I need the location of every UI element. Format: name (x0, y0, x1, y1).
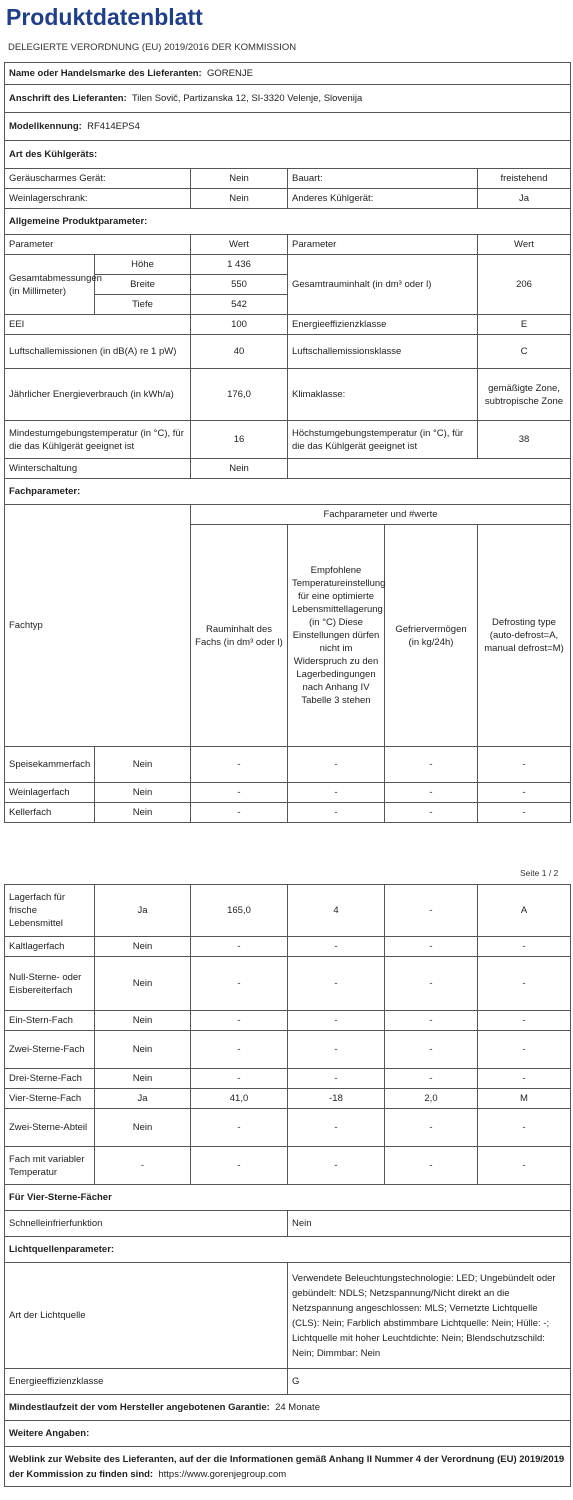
compartment-type-header: Fachtyp (5, 505, 191, 747)
compartment-params-header: Fachparameter und #werte (191, 505, 571, 525)
compartment-row (5, 1109, 571, 1147)
compartment-present: Nein (95, 1011, 191, 1031)
compartment-row (5, 1069, 571, 1089)
warranty-row (5, 1395, 571, 1421)
compartment-name: Lagerfach für frische Lebensmittel (5, 885, 95, 937)
light-class-value: G (288, 1369, 571, 1395)
light-class-row (5, 1369, 571, 1395)
appliance-label: Weinlagerschrank: (5, 189, 191, 209)
column-header-parameter: Parameter (288, 235, 478, 255)
warranty-label: Mindestlaufzeit der vom Hersteller angebotenen Garantie: (9, 1402, 270, 1413)
appliance-value: Ja (478, 189, 571, 209)
appliance-label: Bauart: (288, 169, 478, 189)
compartment-present: - (95, 1147, 191, 1185)
param-value: gemäßigte Zone, subtropische Zone (478, 369, 571, 421)
compartment-defrost-type: - (478, 1031, 571, 1069)
param-label: Klimaklasse: (288, 369, 478, 421)
compartment-freezing-capacity: - (385, 1109, 478, 1147)
compartment-freezing-capacity: - (385, 957, 478, 1011)
column-header-defrost-type: Defrosting type (auto-defrost=A, manual defrost=M) (478, 525, 571, 747)
compartment-defrost-type: - (478, 783, 571, 803)
appliance-value: freistehend (478, 169, 571, 189)
compartment-volume: 165,0 (191, 885, 288, 937)
light-heading-row (5, 1237, 571, 1263)
param-label: Mindestumgebungstemperatur (in °C), für die das Kühlgerät geeignet ist (5, 421, 191, 459)
compartment-row (5, 957, 571, 1011)
compartment-volume: - (191, 957, 288, 1011)
compartment-present: Nein (95, 803, 191, 823)
compartment-volume: - (191, 747, 288, 783)
compartment-present: Nein (95, 1069, 191, 1089)
winter-switch-row (5, 459, 571, 479)
compartment-row (5, 1031, 571, 1069)
further-info-row (5, 1421, 571, 1447)
compartment-temperature: - (288, 1147, 385, 1185)
compartment-defrost-type: - (478, 937, 571, 957)
compartment-freezing-capacity: - (385, 885, 478, 937)
quick-freeze-label: Schnelleinfrierfunktion (5, 1211, 288, 1237)
appliance-label: Anderes Kühlgerät: (288, 189, 478, 209)
compartment-freezing-capacity: - (385, 1011, 478, 1031)
model-value: RF414EPS4 (87, 121, 140, 132)
compartment-name: Weinlagerfach (5, 783, 95, 803)
compartment-volume: 41,0 (191, 1089, 288, 1109)
column-header-value: Wert (191, 235, 288, 255)
appliance-row (5, 189, 571, 209)
compartment-defrost-type: - (478, 1109, 571, 1147)
param-label: Luftschallemissionsklasse (288, 335, 478, 369)
compartment-volume: - (191, 1109, 288, 1147)
compartment-defrost-type: M (478, 1089, 571, 1109)
dimension-value: 550 (191, 275, 288, 295)
param-label: EEI (5, 315, 191, 335)
compartment-name: Drei-Sterne-Fach (5, 1069, 95, 1089)
general-heading-row (5, 209, 571, 235)
column-header-freezing-capacity: Gefriervermögen (in kg/24h) (385, 525, 478, 747)
appliance-label: Geräuscharmes Gerät: (5, 169, 191, 189)
general-param-row (5, 335, 571, 369)
weblink-value[interactable]: https://www.gorenjegroup.com (158, 1468, 287, 1480)
compartment-defrost-type: - (478, 803, 571, 823)
param-value: 38 (478, 421, 571, 459)
four-star-heading: Für Vier-Sterne-Fächer (5, 1185, 571, 1211)
total-volume-label: Gesamtrauminhalt (in dm³ oder l) (288, 255, 478, 315)
winter-switch-label: Winterschaltung (5, 459, 191, 479)
dimension-row (5, 255, 571, 275)
datasheet-table-page2 (4, 884, 571, 1487)
compartment-freezing-capacity: - (385, 803, 478, 823)
dimension-name: Höhe (95, 255, 191, 275)
quick-freeze-row (5, 1211, 571, 1237)
compartment-freezing-capacity: - (385, 747, 478, 783)
light-type-row (5, 1263, 571, 1369)
param-value: 16 (191, 421, 288, 459)
general-param-row (5, 421, 571, 459)
further-info-heading: Weitere Angaben: (5, 1421, 571, 1447)
compartment-name: Zwei-Sterne-Fach (5, 1031, 95, 1069)
weblink-row (5, 1447, 571, 1487)
compartment-row (5, 1089, 571, 1109)
compartment-temperature: - (288, 1011, 385, 1031)
compartment-row (5, 803, 571, 823)
compartment-present: Nein (95, 783, 191, 803)
compartment-present: Nein (95, 937, 191, 957)
compartment-freezing-capacity: - (385, 1031, 478, 1069)
supplier-address-row (5, 85, 571, 113)
compartment-freezing-capacity: 2,0 (385, 1089, 478, 1109)
regulation-subtitle: DELEGIERTE VERORDNUNG (EU) 2019/2016 DER KOMMISSION (8, 42, 297, 53)
compartment-row (5, 885, 571, 937)
compartment-temperature: - (288, 747, 385, 783)
light-type-value: Verwendete Beleuchtungstechnologie: LED; Ungebündelt oder gebündelt: NDLS; Netzspannung/Nicht direkt an die Netzspannung angeschlossen: MLS; Vernetzte Lichtquelle (CLS): Nein; Farblich abstimmbare Lichtquelle: Nein; Hülle: -; Lichtquelle mit hoher Leuchtdichte: Nein; Blendschutzschild: Nein; Dimmbar: Nein (288, 1263, 571, 1369)
compartment-freezing-capacity: - (385, 937, 478, 957)
column-header-parameter: Parameter (5, 235, 191, 255)
param-label: Energieeffizienzklasse (288, 315, 478, 335)
compartment-defrost-type: - (478, 747, 571, 783)
compartment-volume: - (191, 1011, 288, 1031)
compartment-temperature: - (288, 1069, 385, 1089)
compartment-temperature: - (288, 1031, 385, 1069)
weblink-label: Weblink zur Website des Lieferanten, auf der die Informationen gemäß Anhang II Nummer 4 der Verordnung (EU) 2019/2019 der Kommission zu finden sind: (9, 1453, 565, 1480)
compartment-freezing-capacity: - (385, 783, 478, 803)
compartment-volume: - (191, 803, 288, 823)
compartment-name: Kellerfach (5, 803, 95, 823)
warranty-value: 24 Monate (275, 1402, 320, 1413)
datasheet-table-page1 (4, 62, 571, 823)
compartment-present: Nein (95, 1031, 191, 1069)
dimension-value: 542 (191, 295, 288, 315)
dimension-value: 1 436 (191, 255, 288, 275)
compartment-temperature: - (288, 937, 385, 957)
compartments-heading-row (5, 479, 571, 505)
column-header-volume: Rauminhalt des Fachs (in dm³ oder l) (191, 525, 288, 747)
param-label: Jährlicher Energieverbrauch (in kWh/a) (5, 369, 191, 421)
compartment-name: Null-Sterne- oder Eisbereiterfach (5, 957, 95, 1011)
column-header-value: Wert (478, 235, 571, 255)
compartments-heading: Fachparameter: (5, 479, 571, 505)
compartment-freezing-capacity: - (385, 1069, 478, 1089)
compartment-temperature: 4 (288, 885, 385, 937)
param-label: Höchstumgebungstemperatur (in °C), für die das Kühlgerät geeignet ist (288, 421, 478, 459)
param-value: E (478, 315, 571, 335)
supplier-name-row (5, 63, 571, 85)
compartment-row (5, 1147, 571, 1185)
compartment-name: Ein-Stern-Fach (5, 1011, 95, 1031)
four-star-heading-row (5, 1185, 571, 1211)
supplier-name-value: GORENJE (207, 68, 253, 79)
compartment-temperature: - (288, 957, 385, 1011)
general-header-row (5, 235, 571, 255)
compartment-temperature: - (288, 783, 385, 803)
general-param-row (5, 315, 571, 335)
total-volume-value: 206 (478, 255, 571, 315)
compartment-defrost-type: - (478, 1011, 571, 1031)
compartment-volume: - (191, 783, 288, 803)
appliance-heading: Art des Kühlgeräts: (5, 141, 571, 169)
dimensions-label: Gesamtabmessungen (in Millimeter) (5, 255, 95, 315)
light-type-label: Art der Lichtquelle (5, 1263, 288, 1369)
compartment-volume: - (191, 937, 288, 957)
compartment-freezing-capacity: - (385, 1147, 478, 1185)
page-number: Seite 1 / 2 (520, 868, 559, 878)
compartments-group-row (5, 505, 571, 525)
model-row (5, 113, 571, 141)
compartment-defrost-type: - (478, 1069, 571, 1089)
param-value: 40 (191, 335, 288, 369)
dimension-name: Tiefe (95, 295, 191, 315)
compartment-volume: - (191, 1069, 288, 1089)
compartment-name: Fach mit variabler Temperatur (5, 1147, 95, 1185)
compartment-defrost-type: - (478, 957, 571, 1011)
supplier-address-label: Anschrift des Lieferanten: (9, 93, 127, 104)
compartment-row (5, 783, 571, 803)
light-class-label: Energieeffizienzklasse (5, 1369, 288, 1395)
appliance-value: Nein (191, 169, 288, 189)
compartment-row (5, 747, 571, 783)
compartment-row (5, 1011, 571, 1031)
winter-switch-value: Nein (191, 459, 288, 479)
compartment-name: Zwei-Sterne-Abteil (5, 1109, 95, 1147)
model-label: Modellkennung: (9, 121, 82, 132)
compartment-temperature: - (288, 1109, 385, 1147)
compartment-defrost-type: A (478, 885, 571, 937)
appliance-heading-row (5, 141, 571, 169)
appliance-value: Nein (191, 189, 288, 209)
compartment-volume: - (191, 1031, 288, 1069)
supplier-name-label: Name oder Handelsmarke des Lieferanten: (9, 68, 202, 79)
page-title: Produktdatenblatt (6, 4, 203, 30)
compartment-temperature: -18 (288, 1089, 385, 1109)
general-heading: Allgemeine Produktparameter: (5, 209, 571, 235)
param-label: Luftschallemissionen (in dB(A) re 1 pW) (5, 335, 191, 369)
dimension-name: Breite (95, 275, 191, 295)
param-value: 176,0 (191, 369, 288, 421)
compartment-temperature: - (288, 803, 385, 823)
general-param-row (5, 369, 571, 421)
compartment-defrost-type: - (478, 1147, 571, 1185)
compartment-present: Nein (95, 747, 191, 783)
compartment-row (5, 937, 571, 957)
compartment-name: Speisekammerfach (5, 747, 95, 783)
supplier-address-value: Tilen Sovič, Partizanska 12, SI-3320 Velenje, Slovenija (131, 93, 363, 104)
light-heading: Lichtquellenparameter: (5, 1237, 571, 1263)
compartment-volume: - (191, 1147, 288, 1185)
compartment-present: Ja (95, 885, 191, 937)
param-value: C (478, 335, 571, 369)
compartment-present: Nein (95, 1109, 191, 1147)
appliance-row (5, 169, 571, 189)
compartment-present: Ja (95, 1089, 191, 1109)
column-header-temperature: Empfohlene Temperatureinstellung für eine optimierte Lebensmittellagerung (in °C) Diese Einstellungen dürfen nicht im Widerspruch zu den Lagerbedingungen nach Anhang IV Tabelle 3 stehen (288, 525, 385, 747)
compartment-name: Vier-Sterne-Fach (5, 1089, 95, 1109)
quick-freeze-value: Nein (288, 1211, 571, 1237)
param-value: 100 (191, 315, 288, 335)
compartment-name: Kaltlagerfach (5, 937, 95, 957)
compartment-present: Nein (95, 957, 191, 1011)
